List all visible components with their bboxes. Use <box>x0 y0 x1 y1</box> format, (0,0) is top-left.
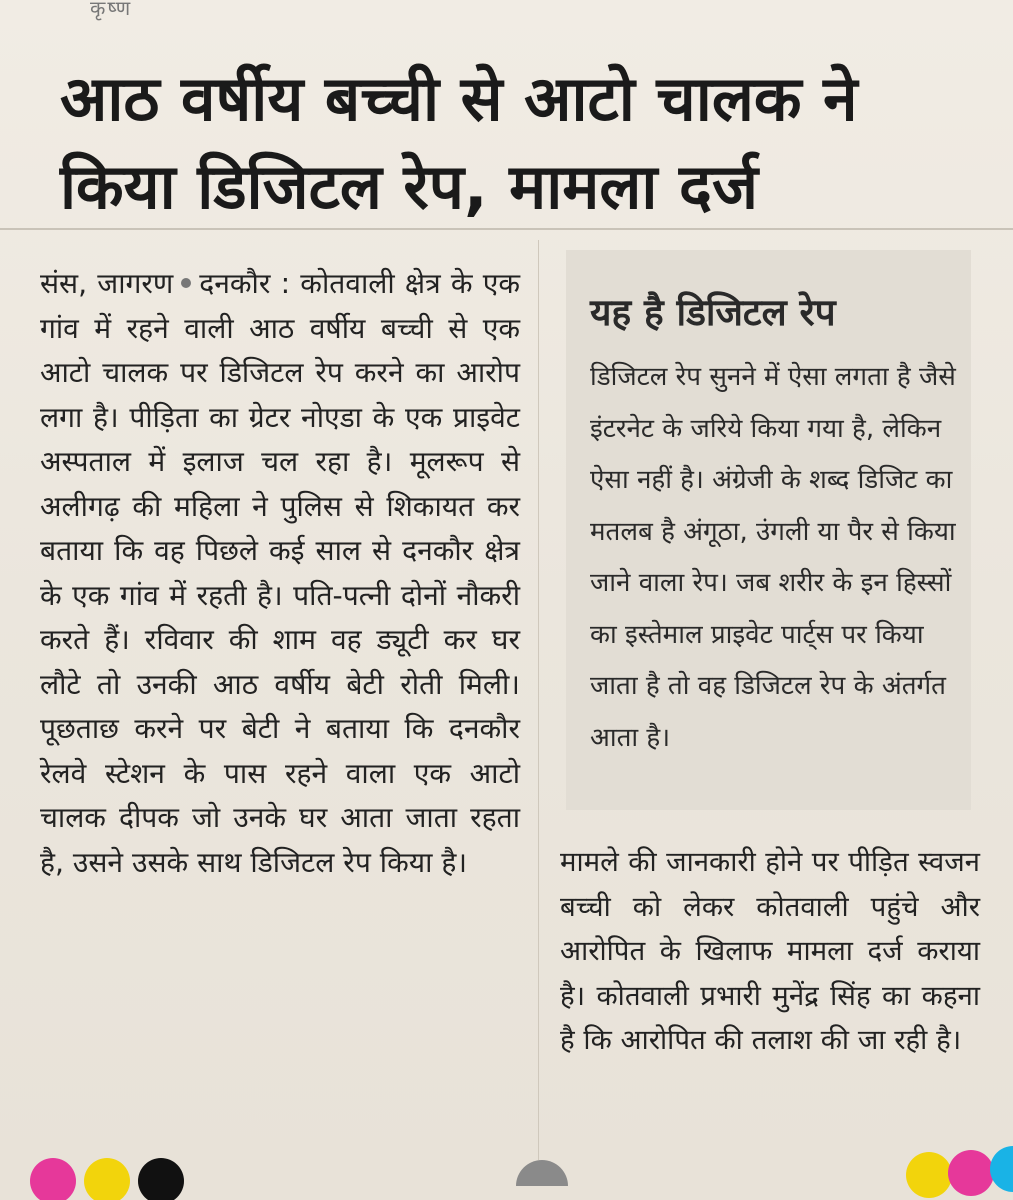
dateline: संस, जागरण <box>40 267 174 300</box>
article-left-column <box>40 262 520 885</box>
sidebar-box-title: यह है डिजिटल रेप <box>590 291 836 334</box>
headline-line-2: किया डिजिटल रेप, मामला दर्ज <box>60 150 758 223</box>
magenta-registration-dot-right <box>948 1150 994 1196</box>
headline-line-1: आठ वर्षीय बच्ची से आटो चालक ने <box>60 62 858 135</box>
article-body-right: मामले की जानकारी होने पर पीड़ित स्वजन बच्ची को लेकर कोतवाली पहुंचे और आरोपित के खिलाफ मामला दर्ज कराया है। कोतवाली प्रभारी मुनेंद्र सिंह का कहना है कि आरोपित की तलाश की जा रही है। <box>560 845 980 1056</box>
dateline-bullet-icon <box>181 278 191 288</box>
magenta-registration-dot <box>30 1158 76 1200</box>
black-registration-dot <box>138 1158 184 1200</box>
yellow-registration-dot <box>84 1158 130 1200</box>
cyan-registration-dot-right <box>990 1146 1013 1192</box>
column-divider <box>538 240 539 1160</box>
yellow-registration-dot-right <box>906 1152 952 1198</box>
article-right-column <box>560 840 980 1063</box>
gray-registration-mark <box>516 1160 568 1186</box>
headline <box>60 55 990 231</box>
headline-divider <box>0 228 1013 230</box>
cut-off-top-text: कृष्ण <box>90 0 133 20</box>
article-body-left: कोतवाली क्षेत्र के एक गांव में रहने वाली आठ वर्षीय बच्ची से एक आटो चालक पर डिजिटल रेप करने का आरोप लगा है। पीड़िता का ग्रेटर नोएडा के एक प्राइवेट अस्पताल में इलाज चल रहा है। मूलरूप से अलीगढ़ की महिला ने पुलिस से शिकायत कर बताया कि वह पिछले कई साल से दनकौर क्षेत्र के एक गांव में रहती है। पति-पत्नी दोनों नौकरी करते हैं। रविवार की शाम वह ड्यूटी कर घर लौटे तो उनकी आठ वर्षीय बेटी रोती मिली। पूछताछ करने पर बेटी ने बताया कि दनकौर रेलवे स्टेशन के पास रहने वाला एक आटो चालक दीपक जो उनके घर आता जाता रहता है, उसने उसके साथ डिजिटल रेप किया है। <box>40 267 520 879</box>
dateline-place: दनकौर : <box>199 267 301 300</box>
sidebar-box-body: डिजिटल रेप सुनने में ऐसा लगता है जैसे इंटरनेट के जरिये किया गया है, लेकिन ऐसा नहीं है। अंग्रेजी के शब्द डिजिट का मतलब है अंगूठा, उंगली या पैर से किया जाने वाला रेप। जब शरीर के इन हिस्सों का इस्तेमाल प्राइवेट पार्ट्स पर किया जाता है तो वह डिजिटल रेप के अंतर्गत आता है। <box>590 362 956 753</box>
printer-registration-marks <box>0 1150 1013 1200</box>
